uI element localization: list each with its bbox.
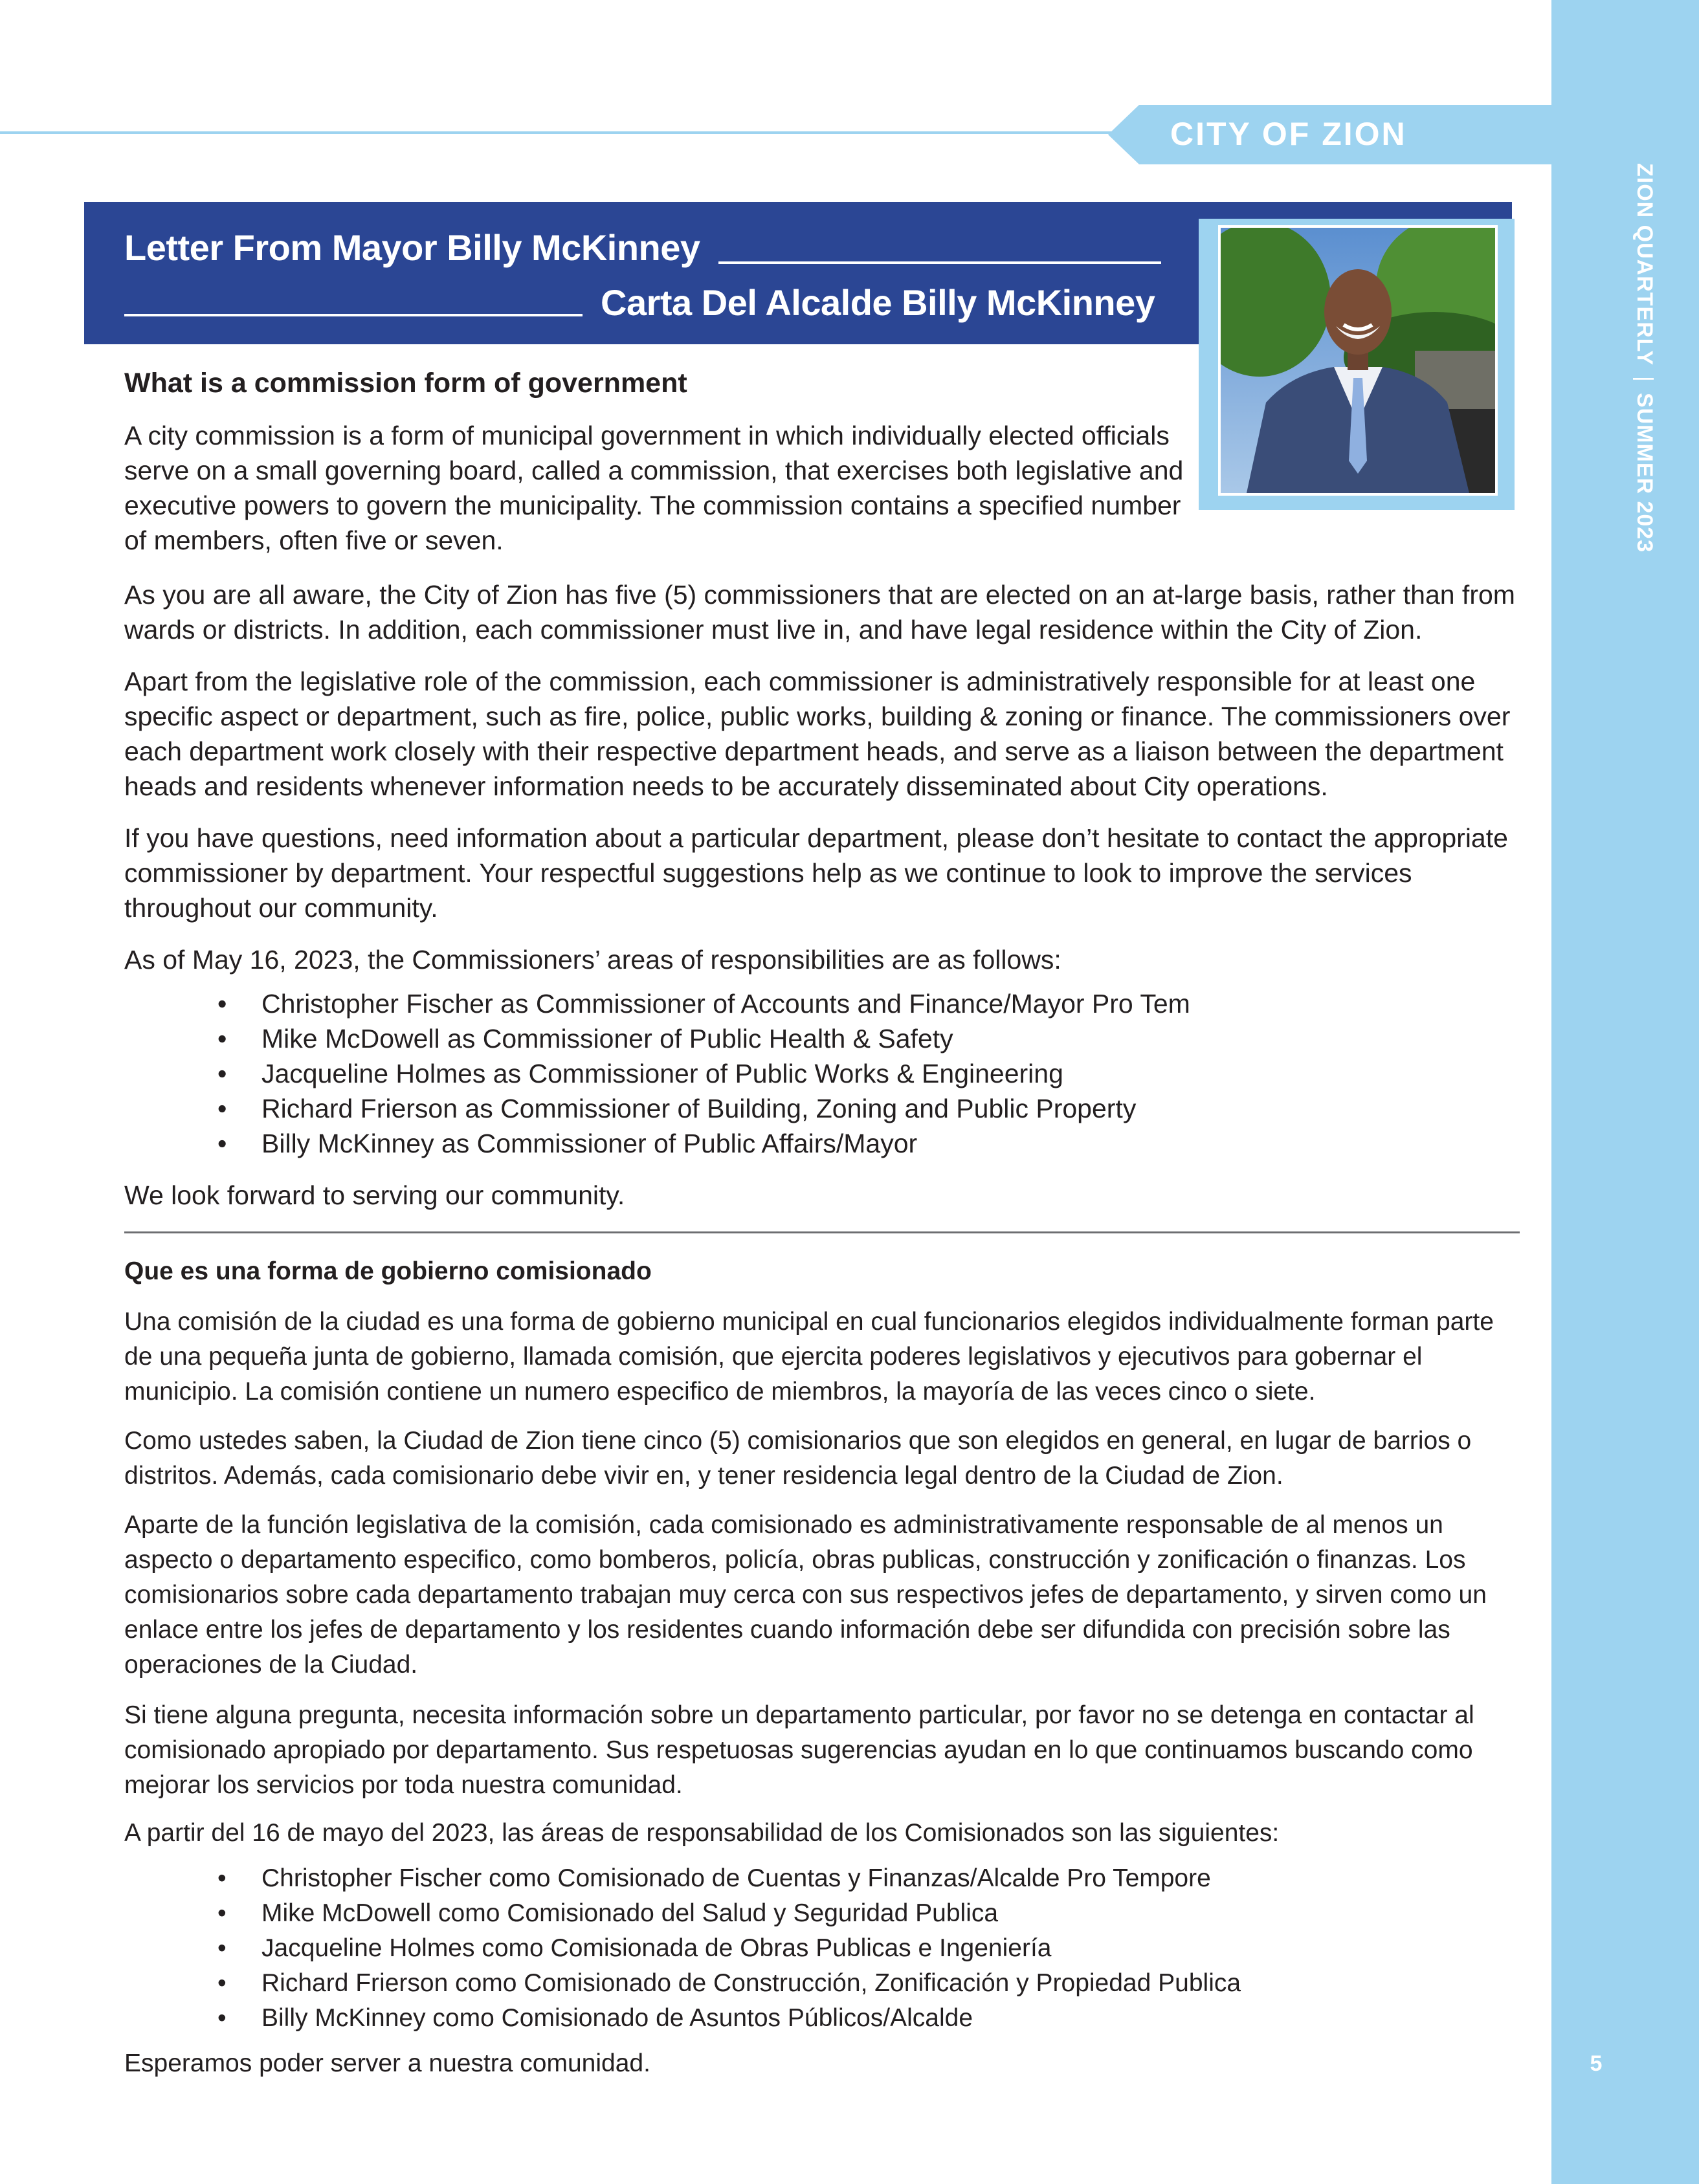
- spanish-p5-text: A partir del 16 de mayo del 2023, las áreas de responsabilidad de los Comisionados son las siguientes:: [124, 1819, 1280, 1847]
- top-rule: [0, 131, 1165, 134]
- title-spanish: Carta Del Alcalde Billy McKinney: [601, 282, 1155, 323]
- spanish-p2-text: Como ustedes saben, la Ciudad de Zion tiene cinco (5) comisionarios que son elegidos en general, en lugar de barrios o distritos. Además, cada comisionario debe vivir en, y tener residencia legal dentro de la Ciudad de Zion.: [124, 1427, 1472, 1490]
- english-heading: What is a commission form of government: [124, 368, 687, 399]
- spanish-commissioner-list: [217, 1861, 1241, 2036]
- spanish-paragraph-1: [124, 1305, 1516, 1409]
- list-item: • Jacqueline Holmes como Comisionada de Obras Publicas e Ingeniería: [217, 1931, 1241, 1966]
- english-p4-text: If you have questions, need information about a particular department, please don’t hesitate to contact the appropriate commissioner by department. Your respectful suggestions help as we continue to look to improve the services throughout our community.: [124, 823, 1508, 923]
- english-p2-text: As you are all aware, the City of Zion has five (5) commissioners that are elected on an at-large basis, rather than from wards or districts. In addition, each commissioner must live in, and have legal residence within the City of Zion.: [124, 580, 1515, 645]
- list-item: • Richard Frierson as Commissioner of Building, Zoning and Public Property: [217, 1091, 1190, 1126]
- spanish-paragraph-3: [124, 1508, 1516, 1682]
- english-paragraph-2: [124, 577, 1516, 647]
- spanish-heading: Que es una forma de gobierno comisionado: [124, 1257, 652, 1285]
- list-item: • Christopher Fischer as Commissioner of Accounts and Finance/Mayor Pro Tem: [217, 986, 1190, 1021]
- mayor-photo: [1218, 225, 1498, 496]
- title-rule-left: [124, 314, 583, 316]
- spanish-p1-text: Una comisión de la ciudad es una forma de gobierno municipal en cual funcionarios elegidos individualmente forman parte de una pequeña junta de gobierno, llamada comisión, que ejercita poderes legislativos y ejecutivos para gobernar el municipio. La comisión contiene un numero especifico de miembros, la mayoría de las veces cinco o siete.: [124, 1308, 1494, 1406]
- city-label: CITY OF ZION: [1170, 116, 1407, 152]
- issue-label: [1592, 163, 1657, 564]
- spanish-closing-text: Esperamos poder server a nuestra comunidad.: [124, 2049, 650, 2077]
- spanish-p3-text: Aparte de la función legislativa de la comisión, cada comisionado es administrativamente responsable de al menos un aspecto o departamento especifico, como bomberos, policía, obras publicas, construcción y zonificación o finanzas. Los comisionarios sobre cada departamento trabajan muy cerca con sus respectivos jefes de departamento, y sirven como un enlace entre los jefes de departamento y los residentes cuando información debe ser difundida con precisión sobre las operaciones de la Ciudad.: [124, 1511, 1487, 1679]
- spanish-paragraph-2: [124, 1424, 1516, 1494]
- publication-separator: |: [1632, 376, 1657, 382]
- english-closing-text: We look forward to serving our community.: [124, 1180, 625, 1210]
- title-rule-right: [718, 261, 1161, 264]
- list-item: • Jacqueline Holmes as Commissioner of Public Works & Engineering: [217, 1056, 1190, 1091]
- english-p1-text: A city commission is a form of municipal government in which individually elected officials serve on a small governing board, called a commission, that exercises both legislative and executive powers to govern the municipality. The commission contains a specified number of members, often five or seven.: [124, 421, 1184, 555]
- english-paragraph-5: [124, 942, 1516, 977]
- section-divider: [124, 1231, 1520, 1233]
- title-english: Letter From Mayor Billy McKinney: [124, 227, 700, 268]
- publication-name: ZION QUARTERLY: [1632, 163, 1657, 366]
- spanish-p4-text: Si tiene alguna pregunta, necesita información sobre un departamento particular, por favor no se detenga en contactar al comisionado apropiado por departamento. Sus respetuosas sugerencias ayudan en lo que continuamos buscando como mejorar los servicios por toda nuestra comunidad.: [124, 1701, 1474, 1799]
- issue-season: SUMMER 2023: [1632, 392, 1657, 553]
- list-item: • Mike McDowell as Commissioner of Public Health & Safety: [217, 1021, 1190, 1056]
- list-item: • Billy McKinney como Comisionado de Asuntos Públicos/Alcalde: [217, 2001, 1241, 2036]
- spanish-paragraph-5: [124, 1816, 1516, 1851]
- english-paragraph-1: [124, 418, 1199, 558]
- list-item: • Richard Frierson como Comisionado de Construcción, Zonificación y Propiedad Publica: [217, 1966, 1241, 2001]
- english-closing: [124, 1178, 1516, 1213]
- english-paragraph-3: [124, 664, 1516, 804]
- spanish-paragraph-4: [124, 1698, 1516, 1803]
- english-p3-text: Apart from the legislative role of the commission, each commissioner is administratively responsible for at least one specific aspect or department, such as fire, police, public works, building & zoning or finance. The commissioners over each department work closely with their respective department heads, and serve as a liaison between the department heads and residents whenever information needs to be accurately disseminated about City operations.: [124, 667, 1511, 801]
- page-number: 5: [1590, 2051, 1603, 2076]
- list-item: • Mike McDowell como Comisionado del Salud y Seguridad Publica: [217, 1896, 1241, 1931]
- list-item: • Christopher Fischer como Comisionado de Cuentas y Finanzas/Alcalde Pro Tempore: [217, 1861, 1241, 1896]
- list-item: • Billy McKinney as Commissioner of Public Affairs/Mayor: [217, 1126, 1190, 1161]
- english-paragraph-4: [124, 821, 1516, 925]
- spanish-closing: [124, 2046, 1516, 2081]
- english-p5-text: As of May 16, 2023, the Commissioners’ areas of responsibilities are as follows:: [124, 945, 1061, 975]
- english-commissioner-list: [217, 986, 1190, 1161]
